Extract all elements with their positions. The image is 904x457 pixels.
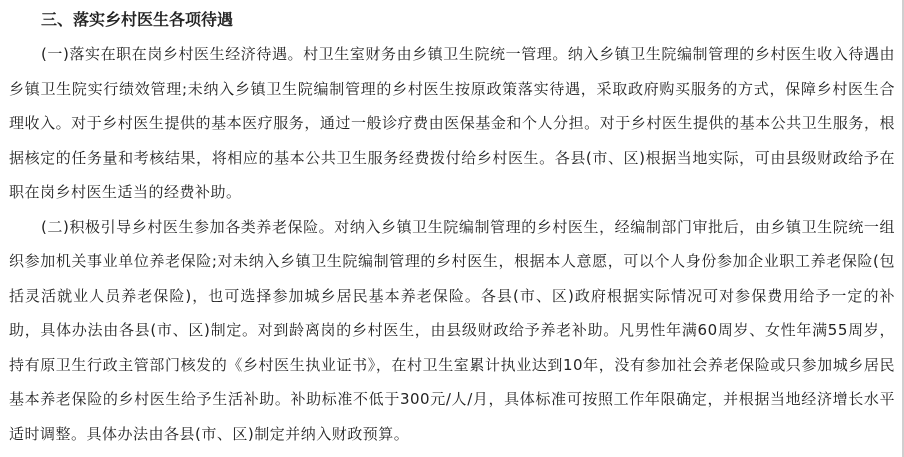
- paragraph-economic-treatment: (一)落实在职在岗乡村医生经济待遇。村卫生室财务由乡镇卫生院统一管理。纳入乡镇卫生院编制管理的乡村医生收入待遇由乡镇卫生院实行绩效管理;未纳入乡镇卫生院编制管理的乡村医生按原政策落实待遇，采取政府购买服务的方式，保障乡村医生合理收入。对于乡村医生提供的基本医疗服务，通过一般诊疗费由医保基金和个人分担。对于乡村医生提供的基本公共卫生服务，根据核定的任务量和考核结果，将相应的基本公共卫生服务经费拨付给乡村医生。各县(市、区)根据当地实际，可由县级财政给予在职在岗乡村医生适当的经费补助。: [9, 45, 895, 201]
- section-heading: 三、落实乡村医生各项待遇: [41, 10, 234, 29]
- paragraph-pension-insurance: (二)积极引导乡村医生参加各类养老保险。对纳入乡镇卫生院编制管理的乡村医生，经编制部门审批后，由乡镇卫生院统一组织参加机关事业单位养老保险;对未纳入乡镇卫生院编制管理的乡村医生，根据本人意愿，可以个人身份参加企业职工养老保险(包括灵活就业人员养老保险)，也可选择参加城乡居民基本养老保险。各县(市、区)政府根据实际情况可对参保费用给予一定的补助，具体办法由各县(市、区)制定。对到龄离岗的乡村医生，由县级财政给予养老补助。凡男性年满60周岁、女性年满55周岁，持有原卫生行政主管部门核发的《乡村医生执业证书》，在村卫生室累计执业达到10年，没有参加社会养老保险或只参加城乡居民基本养老保险的乡村医生给予生活补助。补助标准不低于300元/人/月，具体标准可按照工作年限确定，并根据当地经济增长水平适时调整。具体办法由各县(市、区)制定并纳入财政预算。: [9, 217, 895, 443]
